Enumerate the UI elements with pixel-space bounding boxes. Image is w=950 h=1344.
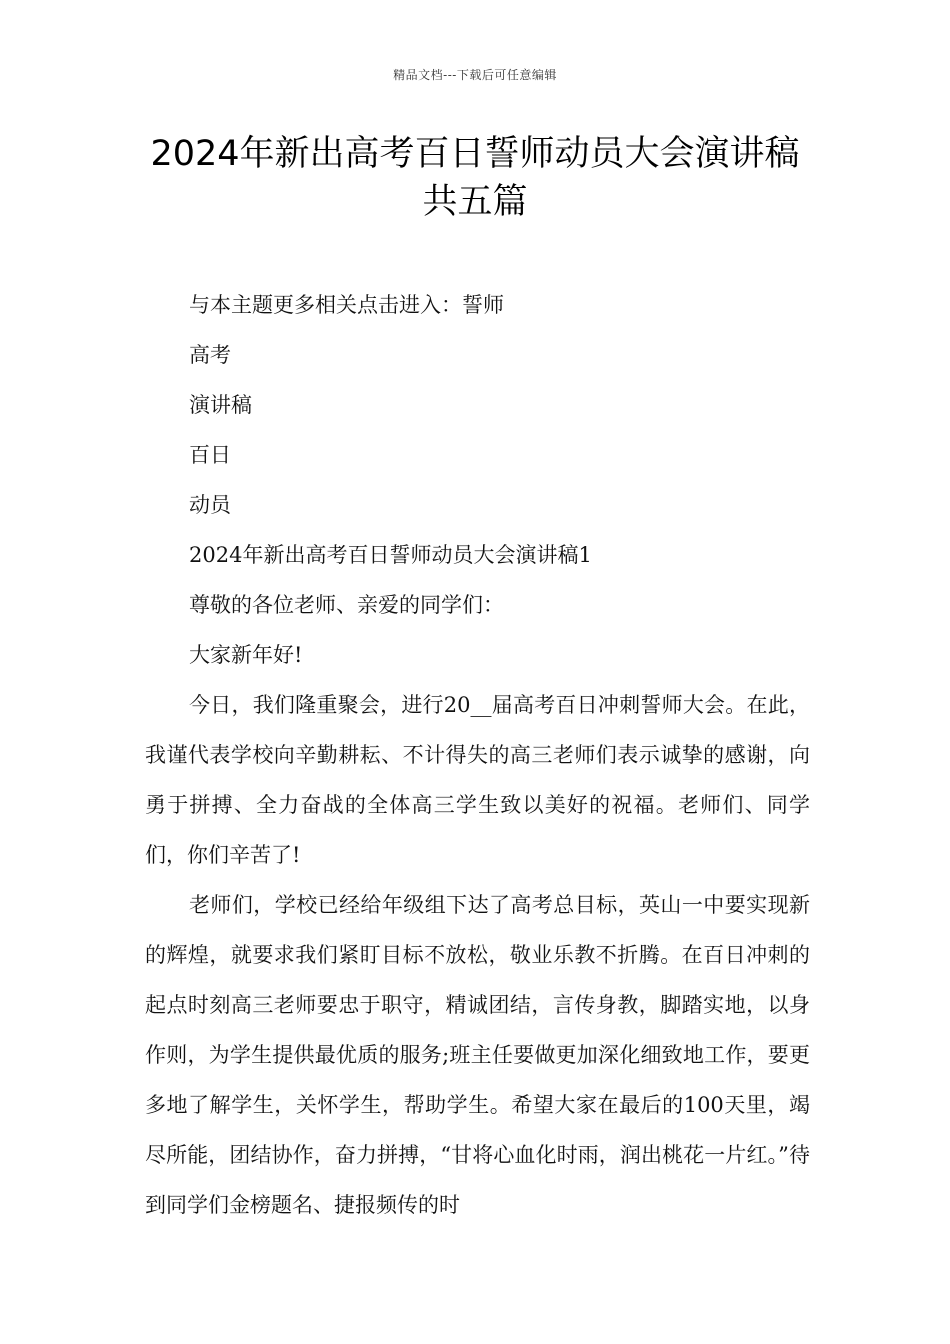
body-paragraph: 老师们，学校已经给年级组下达了高考总目标，英山一中要实现新的辉煌，就要求我们紧盯目标不放松，敬业乐教不折腾。在百日冲刺的起点时刻高三老师要忠于职守，精诚团结，言传身教，脚踏实地，以身作则，为学生提供最优质的服务;班主任要做更加深化细致地工作，要更多地了解学生，关怀学生，帮助学生。希望大家在最后的100天里，竭尽所能，团结协作，奋力拼搏，“甘将心血化时雨，润出桃花一片红。”待到同学们金榜题名、捷报频传的时 [145,893,810,1217]
related-tag[interactable]: 高考 [189,343,231,367]
related-topics-intro: 与本主题更多相关点击进入：誓师 [189,293,504,317]
body-paragraph: 今日，我们隆重聚会，进行20__届高考百日冲刺誓师大会。在此，我谨代表学校向辛勤耕耘、不计得失的高三老师们表示诚挚的感谢，向勇于拼搏、全力奋战的全体高三学生致以美好的祝福。老师们、同学们，你们辛苦了! [145,693,810,867]
related-tag[interactable]: 动员 [189,493,231,517]
related-tag[interactable]: 演讲稿 [189,393,252,417]
related-tag[interactable]: 百日 [189,443,231,467]
header-note: 精品文档---下载后可任意编辑 [393,68,557,82]
salutation: 尊敬的各位老师、亲爱的同学们： [189,593,504,617]
document-title: 2024年新出高考百日誓师动员大会演讲稿共五篇 [150,134,800,222]
greeting: 大家新年好! [189,643,303,667]
section-heading: 2024年新出高考百日誓师动员大会演讲稿1 [189,543,592,567]
document-body [145,280,810,1230]
